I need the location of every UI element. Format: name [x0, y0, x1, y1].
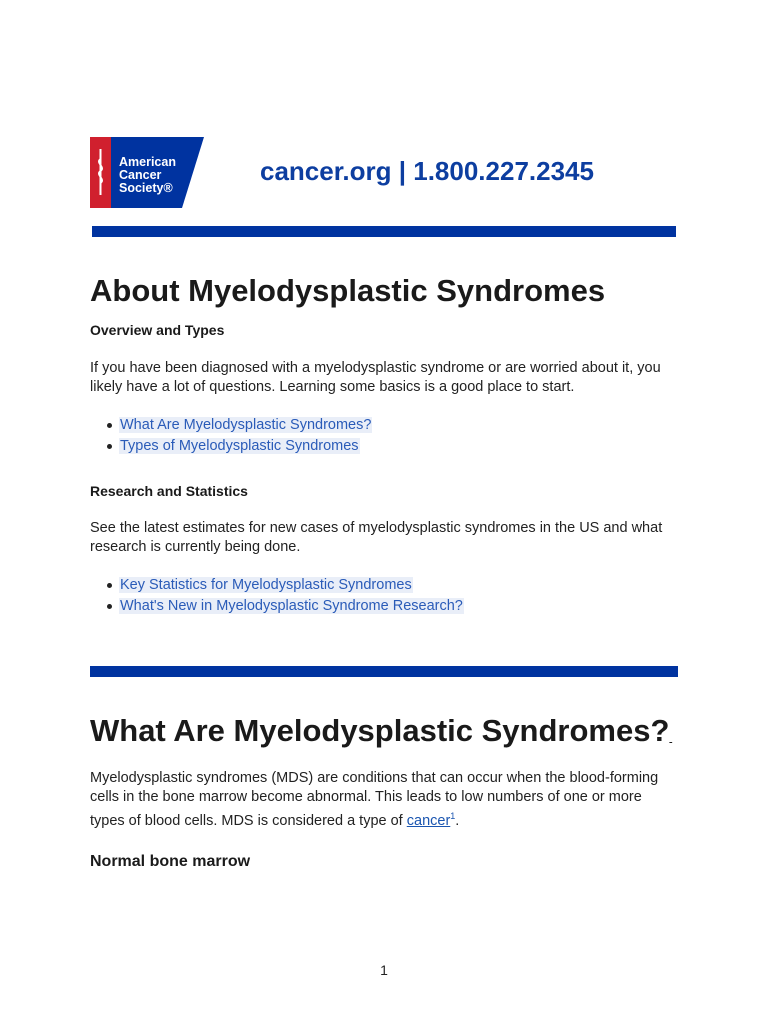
list-item: [90, 596, 464, 617]
anchor-link[interactable]: [669, 733, 672, 744]
research-text: See the latest estimates for new cases of myelodysplastic syndromes in the US and what research is currently being done.: [90, 520, 663, 555]
list-item: [90, 436, 372, 457]
bullet-icon: [107, 604, 112, 609]
research-heading: Research and Statistics: [90, 483, 248, 499]
page-number: 1: [380, 962, 388, 978]
research-link-list: [90, 575, 464, 617]
bullet-icon: [107, 583, 112, 588]
bullet-icon: [107, 444, 112, 449]
section-divider: [90, 666, 678, 677]
link-types-of-mds[interactable]: Types of Myelodysplastic Syndromes: [120, 438, 359, 454]
link-what-are-mds[interactable]: What Are Myelodysplastic Syndromes?: [120, 417, 372, 433]
svg-text:American: American: [119, 155, 176, 169]
link-whats-new-research[interactable]: What's New in Myelodysplastic Syndrome Research?: [120, 598, 463, 614]
acs-logo[interactable]: [90, 137, 204, 208]
svg-text:Society®: Society®: [119, 181, 173, 195]
intro-text: [90, 769, 680, 831]
overview-text: If you have been diagnosed with a myelodysplastic syndrome or are worried about it, you likely have a lot of questions. Learning some basics is a good place to start.: [90, 360, 661, 395]
list-item: [90, 575, 464, 596]
link-key-statistics[interactable]: Key Statistics for Myelodysplastic Syndromes: [120, 577, 412, 593]
overview-link-list: [90, 415, 372, 457]
section-title: [90, 713, 672, 749]
list-item: [90, 415, 372, 436]
bullet-icon: [107, 423, 112, 428]
header-divider: [92, 226, 676, 237]
section-title-text: What Are Myelodysplastic Syndromes?: [90, 713, 670, 748]
header-contact[interactable]: cancer.org | 1.800.227.2345: [260, 156, 594, 186]
intro-text-end: .: [455, 812, 460, 829]
svg-text:Cancer: Cancer: [119, 168, 162, 182]
intro-text-body: Myelodysplastic syndromes (MDS) are conditions that can occur when the blood-forming cells in the bone marrow become abnormal. This leads to low numbers of one or more types of blood cells. MDS is considered a type of: [90, 770, 659, 829]
link-cancer[interactable]: cancer: [406, 812, 451, 829]
overview-heading: Overview and Types: [90, 322, 225, 338]
page-title: About Myelodysplastic Syndromes: [90, 273, 606, 308]
normal-bone-marrow-heading: Normal bone marrow: [90, 853, 251, 870]
footnote-ref[interactable]: 1: [450, 811, 456, 821]
